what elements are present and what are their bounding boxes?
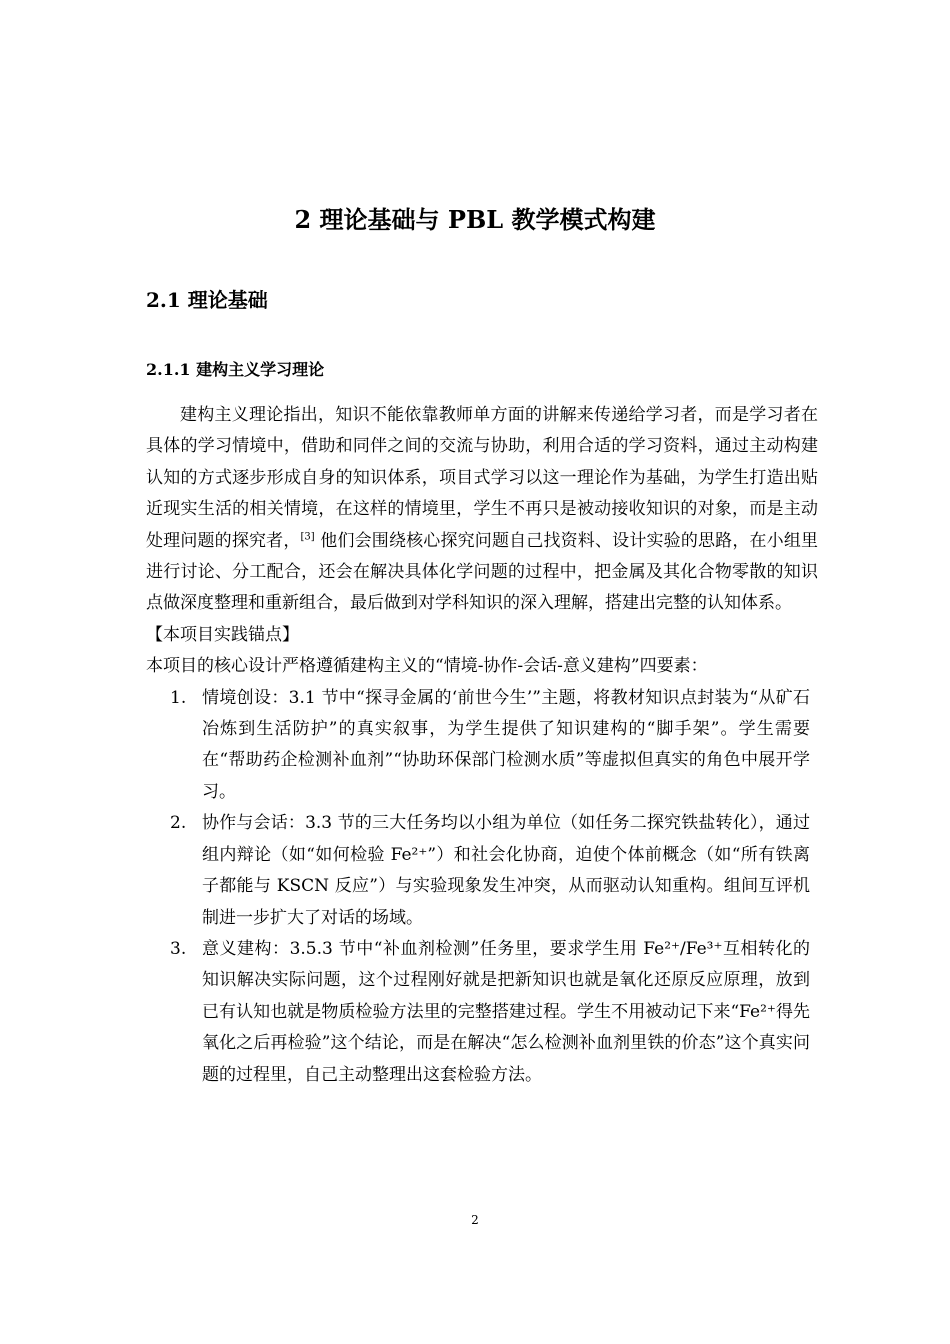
list-item-text: 意义建构：3.5.3 节中“补血剂检测”任务里，要求学生用 Fe²⁺/Fe³⁺互相转化的知识解决实际问题，这个过程刚好就是把新知识也就是氧化还原反应原理，放到已有认知也就是物质检验方法里的完整搭建过程。学生不用被动记下来“Fe²⁺得先氧化之后再检验”这个结论，而是在解决“怎么检测补血剂里铁的价态”这个真实问题的过程里，自己主动整理出这套检验方法。 — [202, 938, 810, 1085]
subsection-title: 2.1.1 建构主义学习理论 — [146, 360, 325, 379]
list-item-number: 3. — [170, 938, 187, 959]
section-title: 2.1 理论基础 — [146, 288, 268, 312]
practice-anchor-label: 【本项目实践锚点】 — [146, 624, 299, 645]
list-item-text: 情境创设：3.1 节中“探寻金属的‘前世今生’”主题，将教材知识点封装为“从矿石冶炼到生活防护”的真实叙事，为学生提供了知识建构的“脚手架”。学生需要在“帮助药企检测补血剂”“协助环保部门检测水质”等虚拟但真实的角色中展开学习。 — [202, 687, 810, 802]
paragraph-text-part-2: 他们会围绕核心探究问题自己找资料、设计实验的思路，在小组里进行讨论、分工配合，还会在解决具体化学问题的过程中，把金属及其化合物零散的知识点做深度整理和重新组合，最后做到对学科知识的深入理解，搭建出完整的认知体系。 — [146, 530, 819, 614]
practice-anchor-intro: 本项目的核心设计严格遵循建构主义的“情境-协作-会话-意义建构”四要素： — [146, 656, 708, 677]
body-text — [146, 400, 818, 1091]
list-item-number: 1. — [170, 687, 187, 708]
citation-marker: [3] — [300, 530, 315, 542]
list-item — [146, 934, 818, 1091]
paragraph-text-part-1: 建构主义理论指出，知识不能依靠教师单方面的讲解来传递给学习者，而是学习者在具体的学习情境中，借助和同伴之间的交流与协助，利用合适的学习资料，通过主动构建认知的方式逐步形成自身的知识体系，项目式学习以这一理论作为基础，为学生打造出贴近现实生活的相关情境，在这样的情境里，学生不再只是被动接收知识的对象，而是主动处理问题的探究者， — [146, 405, 818, 551]
list-item — [146, 808, 818, 934]
constructivism-paragraph — [146, 400, 818, 620]
chapter-title: 2 理论基础与 PBL 教学模式构建 — [294, 205, 656, 234]
page-number: 2 — [471, 1213, 479, 1227]
list-item-number: 2. — [170, 813, 187, 834]
four-elements-list — [146, 683, 818, 1091]
list-item — [146, 683, 818, 809]
list-item-text: 协作与会话：3.3 节的三大任务均以小组为单位（如任务二探究铁盐转化），通过组内辩论（如“如何检验 Fe²⁺”）和社会化协商，迫使个体前概念（如“所有铁离子都能与 KSCN 反应”）与实验现象发生冲突，从而驱动认知重构。组间互评机制进一步扩大了对话的场域。 — [202, 813, 810, 928]
